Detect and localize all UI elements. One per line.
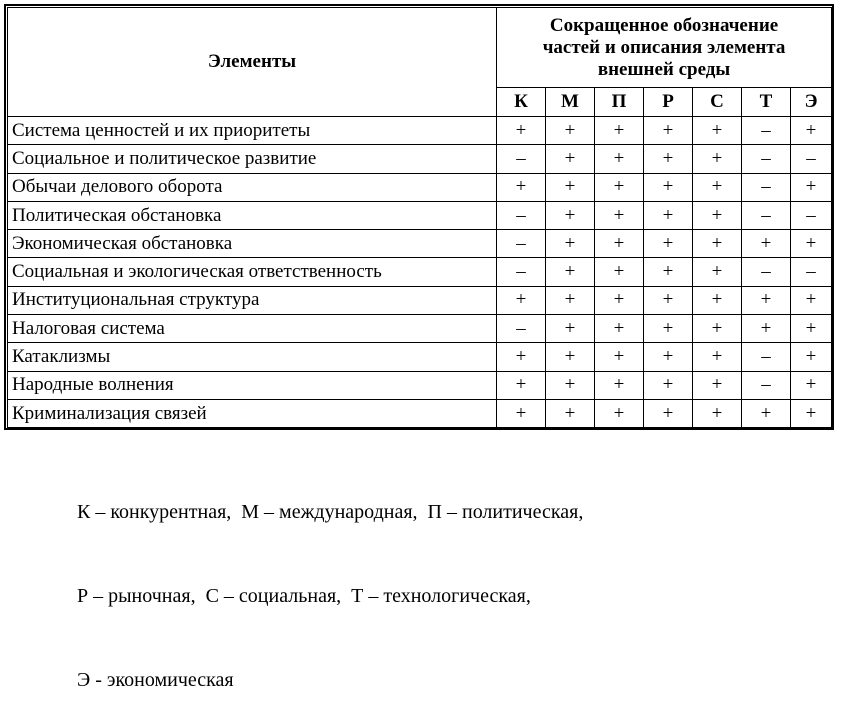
applicability-mark: +	[791, 371, 832, 399]
applicability-mark: +	[546, 117, 595, 145]
applicability-mark: +	[742, 399, 791, 427]
applicability-mark: +	[693, 286, 742, 314]
applicability-mark: +	[693, 258, 742, 286]
applicability-mark: +	[595, 343, 644, 371]
row-element-label: Криминализация связей	[8, 399, 497, 427]
applicability-mark: +	[595, 286, 644, 314]
applicability-mark: +	[595, 230, 644, 258]
applicability-mark: –	[497, 145, 546, 173]
applicability-mark: +	[791, 343, 832, 371]
applicability-mark: +	[693, 173, 742, 201]
applicability-mark: +	[644, 201, 693, 229]
applicability-mark: +	[644, 399, 693, 427]
applicability-mark: +	[546, 230, 595, 258]
applicability-mark: –	[497, 315, 546, 343]
table-row	[8, 399, 832, 427]
applicability-mark: +	[546, 343, 595, 371]
legend-line: К – конкурентная, М – международная, П – политическая,	[77, 501, 584, 523]
applicability-mark: +	[791, 399, 832, 427]
legend-line: Р – рыночная, С – социальная, Т – технологическая,	[77, 585, 531, 607]
applicability-mark: +	[644, 286, 693, 314]
environment-elements-table	[7, 7, 832, 428]
applicability-mark: –	[742, 201, 791, 229]
column-letter-r: Р	[644, 88, 693, 117]
table-row	[8, 201, 832, 229]
applicability-mark: +	[595, 173, 644, 201]
applicability-mark: +	[693, 315, 742, 343]
table-row	[8, 258, 832, 286]
column-letter-s: С	[693, 88, 742, 117]
applicability-mark: +	[693, 399, 742, 427]
applicability-mark: –	[742, 117, 791, 145]
applicability-mark: –	[497, 201, 546, 229]
row-element-label: Народные волнения	[8, 371, 497, 399]
applicability-mark: +	[791, 173, 832, 201]
column-letter-k: К	[497, 88, 546, 117]
applicability-mark: +	[693, 343, 742, 371]
applicability-mark: +	[546, 173, 595, 201]
applicability-mark: –	[497, 230, 546, 258]
row-element-label: Обычаи делового оборота	[8, 173, 497, 201]
applicability-mark: +	[644, 258, 693, 286]
group-header-line: внешней среды	[597, 58, 731, 80]
applicability-mark: +	[791, 286, 832, 314]
table-header-row	[8, 8, 832, 88]
abbreviation-group-header	[497, 8, 832, 88]
elements-column-header: Элементы	[8, 8, 497, 117]
applicability-mark: –	[742, 258, 791, 286]
applicability-mark: –	[742, 371, 791, 399]
table-row	[8, 145, 832, 173]
applicability-mark: +	[693, 201, 742, 229]
table-row	[8, 173, 832, 201]
row-element-label: Институциональная структура	[8, 286, 497, 314]
column-letter-p: П	[595, 88, 644, 117]
table-row	[8, 371, 832, 399]
applicability-mark: +	[595, 399, 644, 427]
row-element-label: Социальная и экологическая ответственность	[8, 258, 497, 286]
applicability-mark: –	[742, 145, 791, 173]
applicability-mark: +	[742, 315, 791, 343]
applicability-mark: –	[742, 173, 791, 201]
applicability-mark: +	[497, 173, 546, 201]
applicability-mark: +	[546, 258, 595, 286]
applicability-mark: +	[693, 117, 742, 145]
row-element-label: Социальное и политическое развитие	[8, 145, 497, 173]
applicability-mark: +	[644, 230, 693, 258]
applicability-mark: +	[791, 117, 832, 145]
row-element-label: Катаклизмы	[8, 343, 497, 371]
table-row	[8, 117, 832, 145]
legend-line: Э - экономическая	[77, 669, 234, 691]
applicability-mark: +	[595, 201, 644, 229]
table-row	[8, 286, 832, 314]
applicability-mark: +	[644, 371, 693, 399]
applicability-mark: +	[546, 371, 595, 399]
applicability-mark: +	[644, 173, 693, 201]
applicability-mark: +	[644, 315, 693, 343]
applicability-mark: –	[791, 258, 832, 286]
row-element-label: Политическая обстановка	[8, 201, 497, 229]
table-row	[8, 315, 832, 343]
applicability-mark: +	[497, 399, 546, 427]
applicability-mark: +	[644, 145, 693, 173]
applicability-mark: –	[497, 258, 546, 286]
applicability-mark: +	[595, 145, 644, 173]
column-letter-e: Э	[791, 88, 832, 117]
applicability-mark: +	[497, 371, 546, 399]
row-element-label: Система ценностей и их приоритеты	[8, 117, 497, 145]
group-header-line: Сокращенное обозначение	[549, 14, 779, 36]
applicability-mark: +	[546, 145, 595, 173]
row-element-label: Налоговая система	[8, 315, 497, 343]
abbreviation-legend	[77, 442, 583, 722]
applicability-mark: +	[546, 399, 595, 427]
column-letter-m: М	[546, 88, 595, 117]
applicability-mark: +	[595, 315, 644, 343]
applicability-mark: +	[791, 315, 832, 343]
applicability-mark: +	[693, 371, 742, 399]
group-header-line: частей и описания элемента	[542, 36, 786, 58]
column-letter-t: Т	[742, 88, 791, 117]
row-element-label: Экономическая обстановка	[8, 230, 497, 258]
applicability-mark: +	[497, 286, 546, 314]
applicability-mark: +	[644, 117, 693, 145]
applicability-mark: +	[546, 201, 595, 229]
applicability-mark: +	[693, 230, 742, 258]
applicability-mark: –	[791, 201, 832, 229]
applicability-mark: +	[497, 343, 546, 371]
applicability-mark: +	[595, 371, 644, 399]
applicability-mark: +	[546, 315, 595, 343]
applicability-mark: +	[742, 286, 791, 314]
applicability-mark: +	[595, 117, 644, 145]
table-row	[8, 343, 832, 371]
applicability-mark: +	[693, 145, 742, 173]
applicability-mark: +	[497, 117, 546, 145]
applicability-mark: –	[791, 145, 832, 173]
applicability-mark: –	[742, 343, 791, 371]
applicability-mark: +	[546, 286, 595, 314]
applicability-mark: +	[791, 230, 832, 258]
applicability-mark: +	[644, 343, 693, 371]
table-row	[8, 230, 832, 258]
applicability-mark: +	[595, 258, 644, 286]
applicability-mark: +	[742, 230, 791, 258]
